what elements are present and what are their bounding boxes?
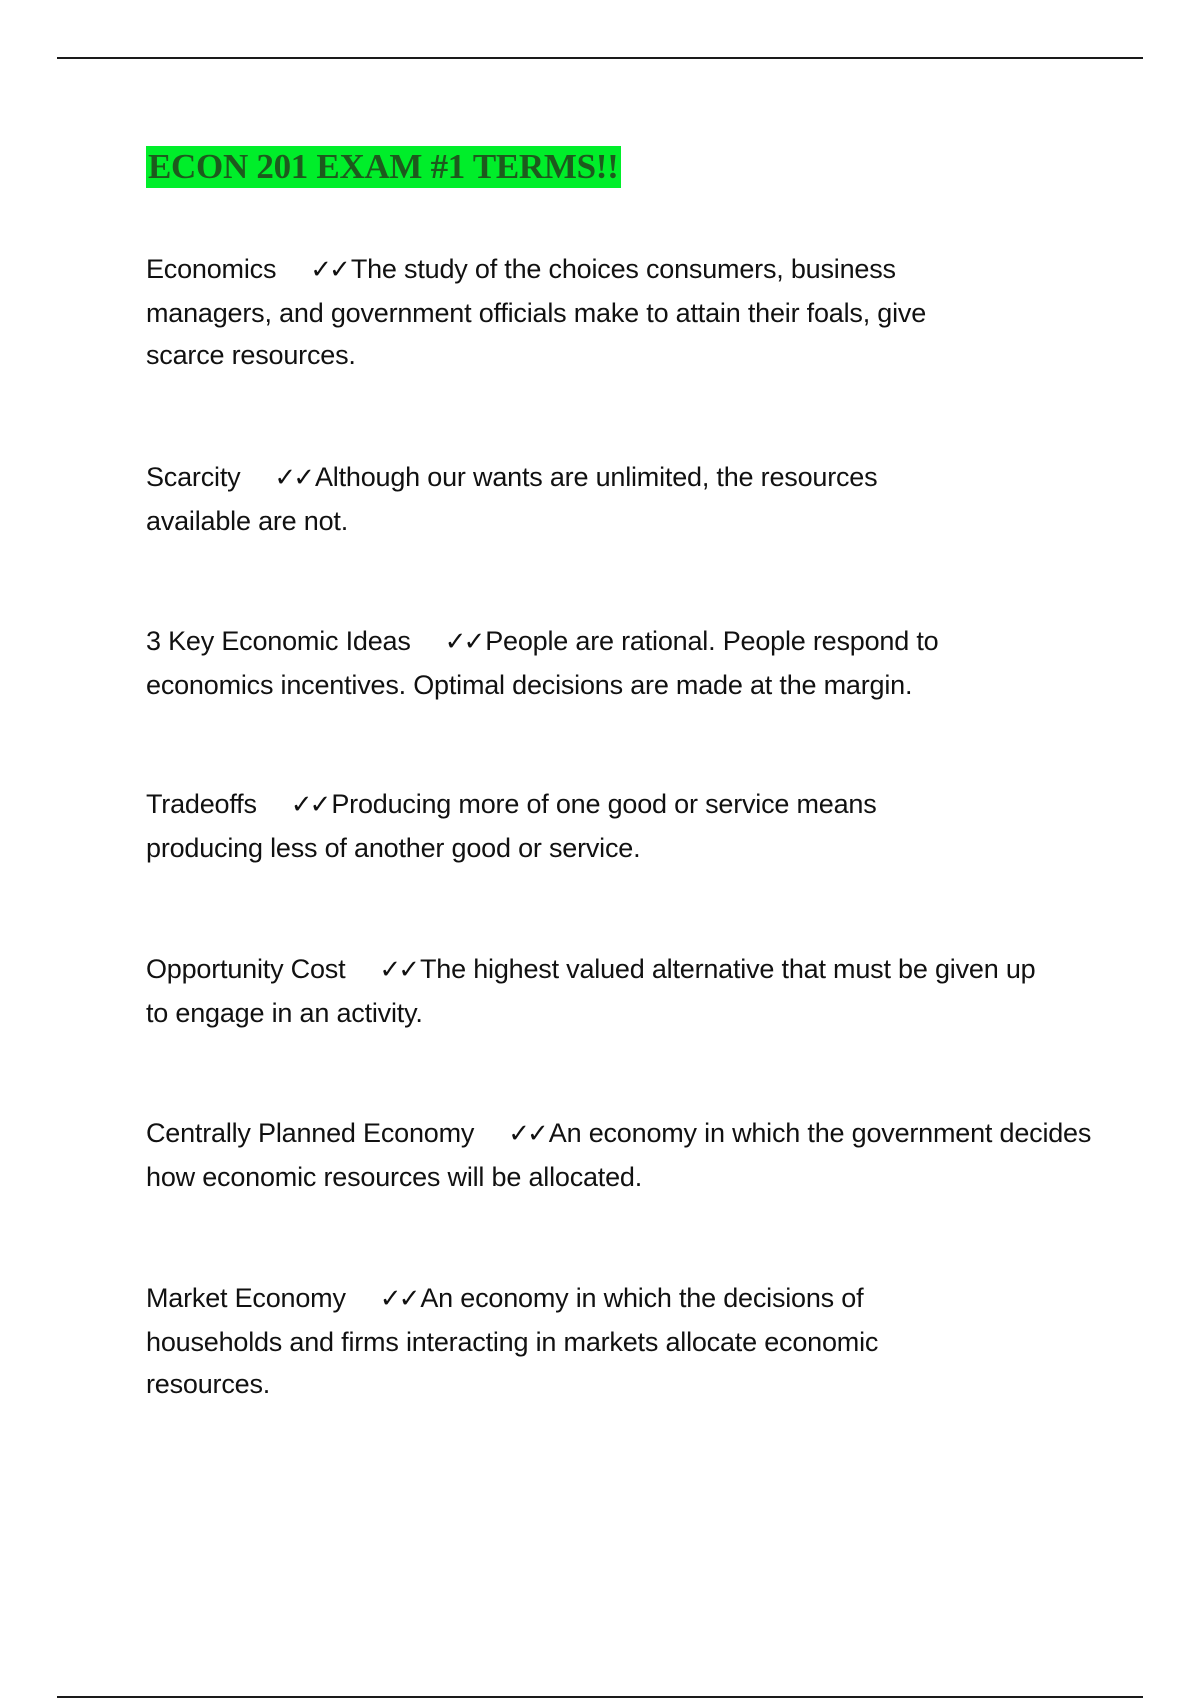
double-check-icon: ✓✓ xyxy=(508,1119,546,1149)
term-name: 3 Key Economic Ideas xyxy=(146,626,411,656)
double-check-icon: ✓✓ xyxy=(274,463,312,493)
term-name: Tradeoffs xyxy=(146,789,257,819)
footer-rule xyxy=(57,1696,1143,1698)
double-check-icon: ✓✓ xyxy=(290,790,329,820)
term-definition: An economy in which the decisions of households and firms interacting in markets allocate economic resources. xyxy=(146,1283,879,1399)
double-check-icon: ✓✓ xyxy=(444,627,483,657)
term-entry xyxy=(146,948,1036,1034)
document-body xyxy=(146,146,1106,1399)
term-name: Scarcity xyxy=(146,462,241,492)
term-entry xyxy=(146,783,966,869)
term-name: Centrally Planned Economy xyxy=(146,1118,475,1148)
document-title: ECON 201 EXAM #1 TERMS!! xyxy=(148,147,619,186)
term-entry xyxy=(146,456,976,542)
term-definition: Although our wants are unlimited, the resources available are not. xyxy=(146,462,878,536)
term-name: Opportunity Cost xyxy=(146,954,346,984)
double-check-icon: ✓✓ xyxy=(379,955,417,985)
term-entry xyxy=(146,248,986,377)
double-check-icon: ✓✓ xyxy=(310,255,348,285)
term-name: Economics xyxy=(146,254,277,284)
term-entry xyxy=(146,1112,1106,1198)
term-entry xyxy=(146,620,1026,706)
header-rule xyxy=(57,57,1143,59)
term-definition: The study of the choices consumers, business managers, and government officials make to attain their foals, give scarce resources. xyxy=(146,254,927,370)
term-definition: Producing more of one good or service means producing less of another good or service. xyxy=(146,789,877,863)
double-check-icon: ✓✓ xyxy=(379,1284,418,1314)
term-name: Market Economy xyxy=(146,1283,346,1313)
term-definition: An economy in which the government decides how economic resources will be allocated. xyxy=(146,1118,1092,1192)
term-definition: People are rational. People respond to economics incentives. Optimal decisions are made at the margin. xyxy=(146,626,939,700)
term-definition: The highest valued alternative that must be given up to engage in an activity. xyxy=(146,954,1036,1028)
term-entry xyxy=(146,1277,976,1406)
